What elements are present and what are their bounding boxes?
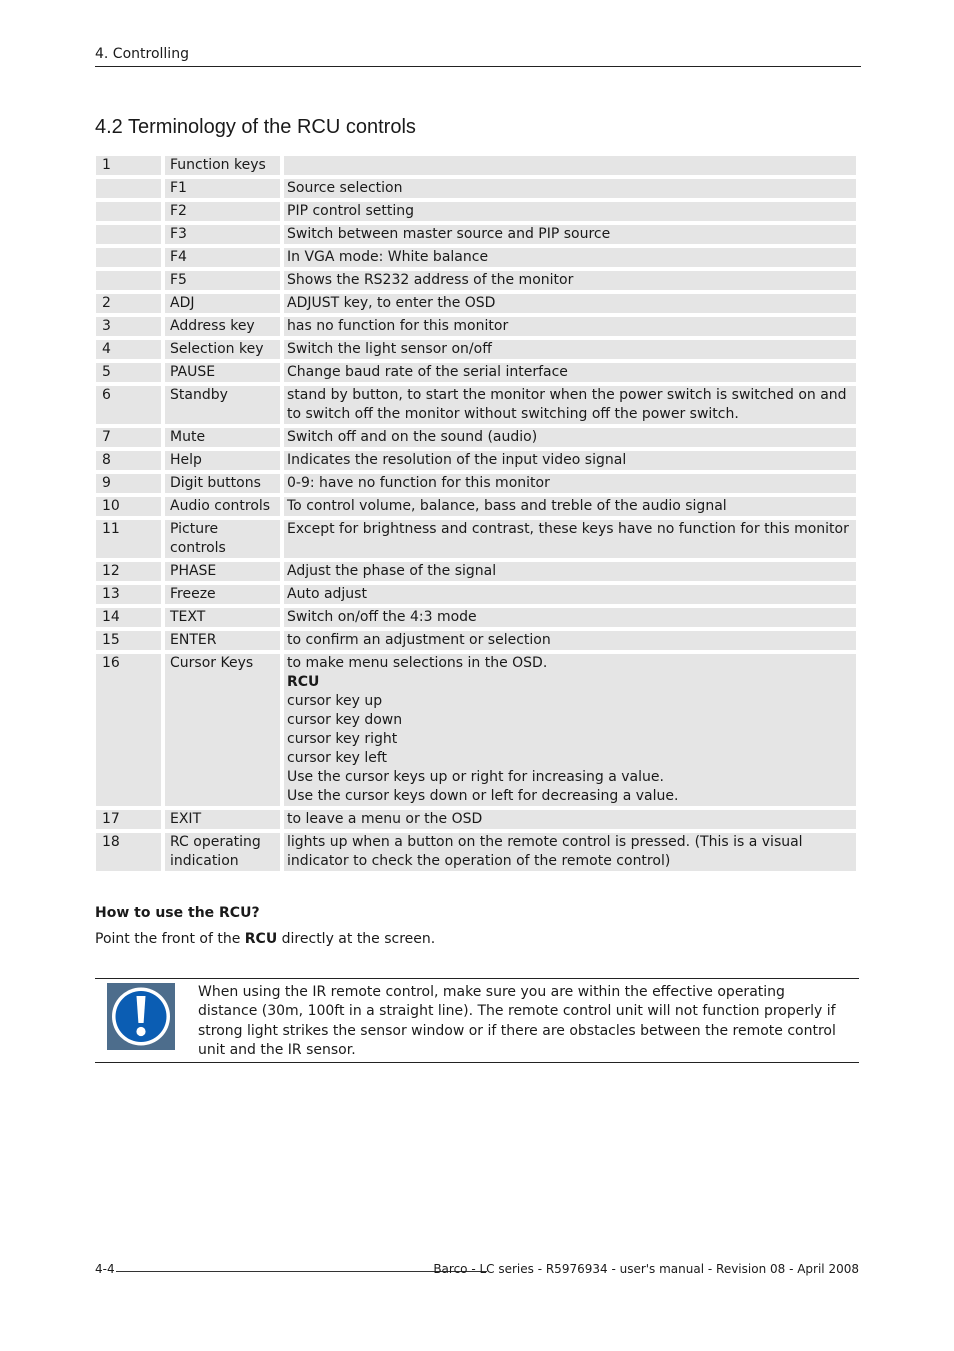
row-number-cell: 6 [96,386,161,424]
control-name-cell: Help [165,451,280,470]
description-line: Source selection [287,180,403,196]
description-line: 0-9: have no function for this monitor [287,475,550,491]
description-cell [284,520,856,558]
description-cell [284,451,856,470]
table-row [96,271,856,290]
table-row [96,654,856,806]
description-line: In VGA mode: White balance [287,249,489,265]
table-row [96,340,856,359]
description-cell [284,317,856,336]
description-line: cursor key right [287,731,398,747]
row-number-cell: 3 [96,317,161,336]
footer-divider [116,1271,487,1272]
description-cell [284,386,856,424]
rcu-terminology-table [92,152,860,875]
row-number-cell [96,271,161,290]
description-cell [284,248,856,267]
description-line: has no function for this monitor [287,318,509,334]
control-name-cell: F2 [165,202,280,221]
row-number-cell: 11 [96,520,161,558]
description-line: to make menu selections in the OSD. [287,655,548,671]
howto-heading: How to use the RCU? [95,905,260,921]
section-title: 4.2 Terminology of the RCU controls [95,116,416,138]
description-cell [284,608,856,627]
description-line: To control volume, balance, bass and treble of the audio signal [287,498,727,514]
description-cell [284,497,856,516]
table-row [96,317,856,336]
description-cell [284,179,856,198]
description-line: Switch on/off the 4:3 mode [287,609,477,625]
description-cell [284,562,856,581]
table-row [96,585,856,604]
table-row [96,179,856,198]
row-number-cell [96,179,161,198]
control-name-cell: Audio controls [165,497,280,516]
description-line: Change baud rate of the serial interface [287,364,568,380]
row-number-cell: 14 [96,608,161,627]
control-name-cell: F4 [165,248,280,267]
description-cell [284,225,856,244]
control-name-cell: Cursor Keys [165,654,280,806]
table-row [96,562,856,581]
row-number-cell [96,248,161,267]
description-cell [284,428,856,447]
description-cell [284,202,856,221]
description-line: Shows the RS232 address of the monitor [287,272,574,288]
description-line: PIP control setting [287,203,414,219]
control-name-cell: Digit buttons [165,474,280,493]
description-line: cursor key left [287,750,388,766]
row-number-cell: 10 [96,497,161,516]
description-line: ADJUST key, to enter the OSD [287,295,496,311]
control-name-cell: Picture controls [165,520,280,558]
description-line: Use the cursor keys down or left for decreasing a value. [287,788,679,804]
howto-paragraph [95,930,435,948]
exclamation-icon [107,983,175,1050]
description-cell [284,474,856,493]
running-header: 4. Controlling [95,46,189,62]
row-number-cell: 13 [96,585,161,604]
description-line: Switch off and on the sound (audio) [287,429,538,445]
control-name-cell: PAUSE [165,363,280,382]
description-cell [284,294,856,313]
description-line: RCU [287,674,320,690]
description-line: to leave a menu or the OSD [287,811,483,827]
table-row [96,474,856,493]
description-line: Indicates the resolution of the input video signal [287,452,627,468]
description-cell [284,585,856,604]
control-name-cell: ADJ [165,294,280,313]
table-row [96,202,856,221]
description-line: cursor key up [287,693,383,709]
control-name-cell: F5 [165,271,280,290]
control-name-cell: ENTER [165,631,280,650]
row-number-cell: 18 [96,833,161,871]
description-line: Auto adjust [287,586,367,602]
table-row [96,810,856,829]
description-cell [284,363,856,382]
table-row [96,497,856,516]
control-name-cell: Address key [165,317,280,336]
table-row [96,386,856,424]
control-name-cell: EXIT [165,810,280,829]
description-cell [284,631,856,650]
description-line: Switch between master source and PIP source [287,226,611,242]
row-number-cell: 7 [96,428,161,447]
control-name-cell: RC operating indication [165,833,280,871]
note-bottom-divider [95,1062,859,1063]
row-number-cell: 17 [96,810,161,829]
howto-text-after: directly at the screen. [277,931,436,947]
control-name-cell: Mute [165,428,280,447]
control-name-cell: F3 [165,225,280,244]
row-number-cell: 2 [96,294,161,313]
table-row [96,428,856,447]
table-row [96,248,856,267]
row-number-cell [96,202,161,221]
description-line: lights up when a button on the remote control is pressed. (This is a visual indicator to check the operation of the remote control) [287,834,803,869]
description-line: stand by button, to start the monitor when the power switch is switched on and to switch off the monitor without switching off the power switch. [287,387,847,422]
table-row [96,833,856,871]
description-line: to confirm an adjustment or selection [287,632,551,648]
row-number-cell: 16 [96,654,161,806]
table-row [96,225,856,244]
description-line: Adjust the phase of the signal [287,563,497,579]
control-name-cell: Standby [165,386,280,424]
description-cell [284,833,856,871]
description-cell [284,156,856,175]
table-body [96,156,856,871]
howto-text-bold: RCU [244,931,278,947]
footer-document-info: Barco - LC series - R5976934 - user's manual - Revision 08 - April 2008 [433,1262,859,1276]
table-row [96,608,856,627]
description-line: Use the cursor keys up or right for increasing a value. [287,769,664,785]
row-number-cell: 8 [96,451,161,470]
header-divider [95,66,861,67]
description-line: cursor key down [287,712,403,728]
table-row [96,520,856,558]
row-number-cell: 4 [96,340,161,359]
table-row [96,294,856,313]
control-name-cell: Selection key [165,340,280,359]
control-name-cell: Function keys [165,156,280,175]
row-number-cell: 5 [96,363,161,382]
table-row [96,156,856,175]
description-cell [284,810,856,829]
control-name-cell: TEXT [165,608,280,627]
howto-text-before: Point the front of the [95,931,245,947]
description-line: Switch the light sensor on/off [287,341,492,357]
control-name-cell: F1 [165,179,280,198]
description-cell [284,340,856,359]
note-text: When using the IR remote control, make sure you are within the effective operating distance (30m, 100ft in a straight line). The remote control unit will not function properly if strong light strikes the sensor window or if there are obstacles between the remote control unit and the IR sensor. [198,984,836,1058]
description-cell [284,271,856,290]
row-number-cell [96,225,161,244]
row-number-cell: 1 [96,156,161,175]
description-cell [284,654,856,806]
description-line: Except for brightness and contrast, these keys have no function for this monitor [287,521,849,537]
table-row [96,631,856,650]
row-number-cell: 9 [96,474,161,493]
table-row [96,451,856,470]
table-row [96,363,856,382]
row-number-cell: 15 [96,631,161,650]
note-top-divider [95,978,859,979]
control-name-cell: PHASE [165,562,280,581]
row-number-cell: 12 [96,562,161,581]
page-number: 4-4 [95,1262,115,1276]
control-name-cell: Freeze [165,585,280,604]
